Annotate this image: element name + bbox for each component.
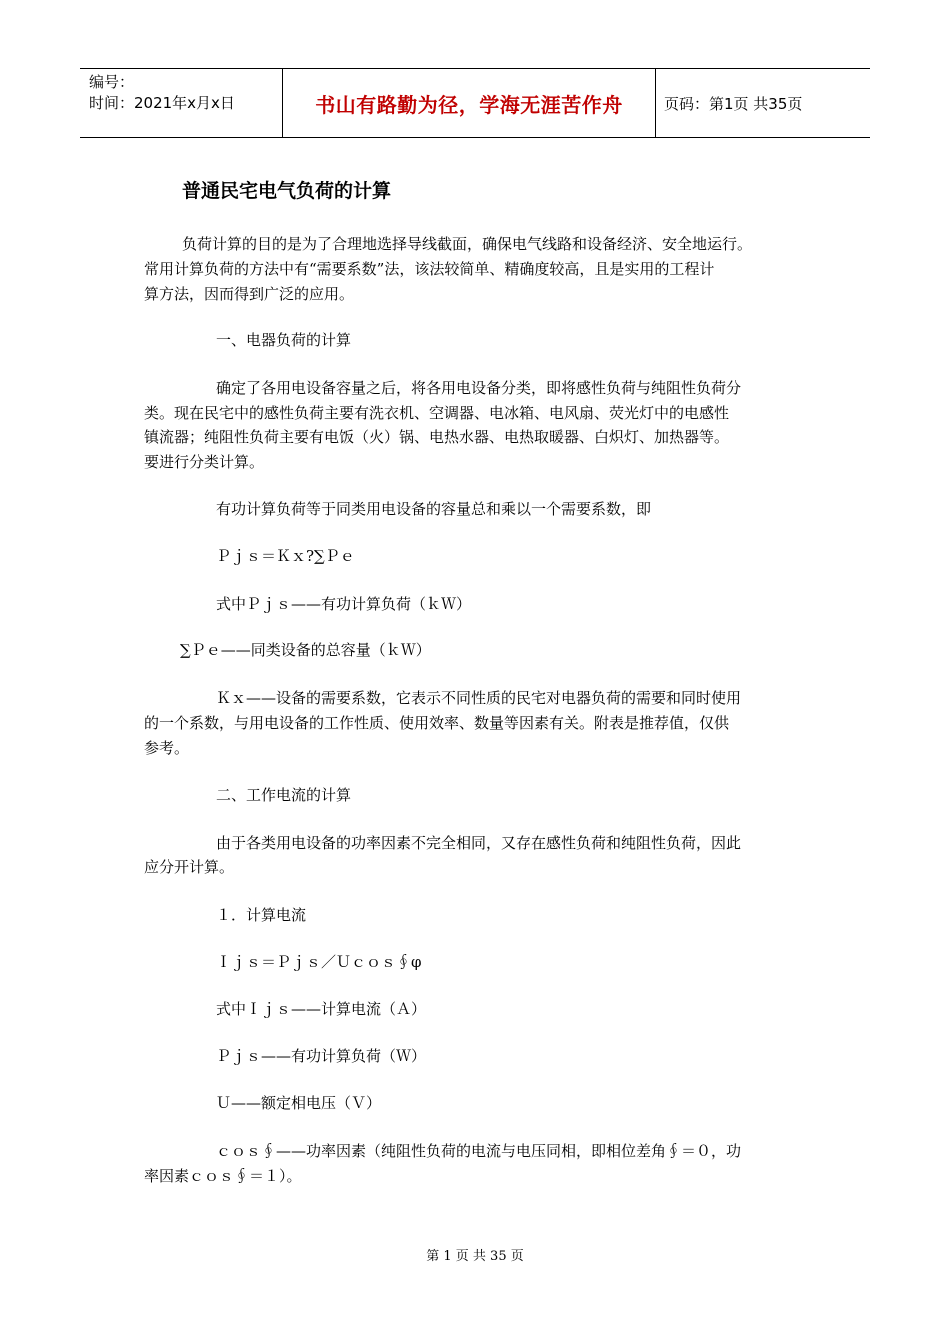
definition-kx-line-3: 参考。 — [144, 739, 190, 757]
definition-cos-line-2: 率因素ｃｏｓ∮＝１）。 — [144, 1167, 302, 1185]
definition-u: Ｕ——额定相电压（Ｖ） — [216, 1094, 382, 1112]
formula-ijs: Ｉｊｓ＝Ｐｊｓ／Ｕｃｏｓ∮φ — [216, 953, 422, 971]
definition-pjs: 式中Ｐｊｓ——有功计算负荷（ｋＷ） — [216, 595, 472, 613]
intro-line-3: 算方法，因而得到广泛的应用。 — [144, 285, 355, 303]
motto-text: 书山有路勤为径，学海无涯苦作舟 — [315, 92, 623, 117]
section2-line-1: 由于各类用电设备的功率因素不完全相同，又存在感性负荷和纯阻性负荷，因此 — [216, 834, 742, 852]
active-load-text: 有功计算负荷等于同类用电设备的容量总和乘以一个需要系数，即 — [216, 500, 652, 518]
section2-line-2: 应分开计算。 — [144, 858, 235, 876]
definition-pjs-w: Ｐｊｓ——有功计算负荷（Ｗ） — [216, 1047, 427, 1065]
definition-kx-line-2: 的一个系数，与用电设备的工作性质、使用效率、数量等因素有关。附表是推荐值，仅供 — [144, 714, 730, 732]
number-label: 编号： — [89, 73, 135, 91]
document-title: 普通民宅电气负荷的计算 — [182, 180, 392, 202]
definition-pe: ∑Ｐｅ——同类设备的总容量（ｋＷ） — [180, 641, 431, 659]
intro-line-2: 常用计算负荷的方法中有“需要系数”法，该法较简单、精确度较高，且是实用的工程计 — [144, 260, 715, 278]
section2-heading: 二、工作电流的计算 — [216, 786, 352, 804]
header-page-info: 页码：第1页 共35页 — [664, 94, 803, 113]
definition-kx-line-1: Ｋｘ——设备的需要系数，它表示不同性质的民宅对电器负荷的需要和同时使用 — [216, 689, 742, 707]
section1-line-3: 镇流器；纯阻性负荷主要有电饭（火）锅、电热水器、电热取暖器、白炽灯、加热器等。 — [144, 428, 730, 446]
intro-line-1: 负荷计算的目的是为了合理地选择导线截面，确保电气线路和设备经济、安全地运行。 — [182, 235, 753, 253]
definition-ijs: 式中Ｉｊｓ——计算电流（Ａ） — [216, 1000, 427, 1018]
formula-pjs: Ｐｊｓ＝Ｋｘ?∑Ｐｅ — [216, 547, 355, 565]
section1-heading: 一、电器负荷的计算 — [216, 331, 352, 349]
definition-cos-line-1: ｃｏｓ∮——功率因素（纯阻性负荷的电流与电压同相，即相位差角∮＝０，功 — [216, 1142, 742, 1160]
section1-line-1: 确定了各用电设备容量之后，将各用电设备分类，即将感性负荷与纯阻性负荷分 — [216, 379, 742, 397]
time-label: 时间：2021年x月x日 — [89, 94, 235, 112]
section1-line-4: 要进行分类计算。 — [144, 453, 265, 471]
document-header — [80, 68, 870, 138]
subsection1-heading: １．计算电流 — [216, 906, 307, 924]
header-motto-cell — [282, 69, 656, 137]
header-meta — [80, 69, 282, 137]
section1-line-2: 类。现在民宅中的感性负荷主要有洗衣机、空调器、电冰箱、电风扇、荧光灯中的电感性 — [144, 404, 730, 422]
page-footer: 第 1 页 共 35 页 — [426, 1249, 524, 1264]
